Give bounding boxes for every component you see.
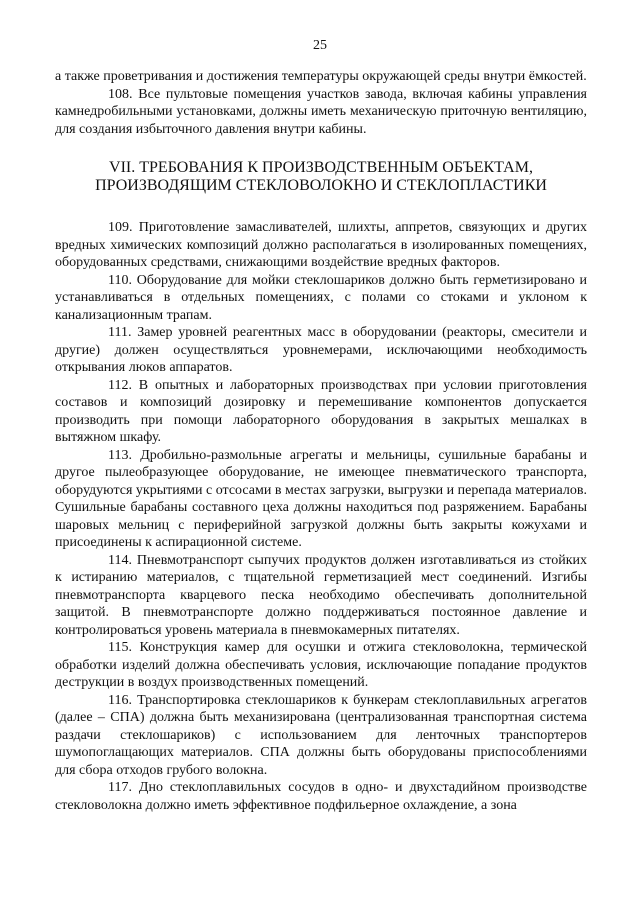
- paragraph-114: 114. Пневмотранспорт сыпучих продуктов должен изготавливаться из стойких к истиранию материалов, с тщательной герметизацией мест соединений. Изгибы пневмотранспорта кварцевого песка необходимо обеспечивать дополнительной защитой. В пневмотранспорте должно поддерживаться постоянное давление и контролироваться уровень материала в пневмокамерных питателях.: [55, 552, 587, 638]
- paragraph-110: 110. Оборудование для мойки стеклошариков должно быть герметизировано и устанавливаться в отдельных помещениях, с полами со стоками и уклоном к канализационным трапам.: [55, 272, 587, 323]
- section-heading-line-1: VII. ТРЕБОВАНИЯ К ПРОИЗВОДСТВЕННЫМ ОБЪЕКТАМ,: [109, 159, 533, 176]
- paragraph-115: 115. Конструкция камер для осушки и отжига стекловолокна, термической обработки изделий должна обеспечивать условия, исключающие попадание продуктов деструкции в воздух производственных помещений.: [55, 640, 587, 690]
- paragraph-111: 111. Замер уровней реагентных масс в оборудовании (реакторы, смесители и другие) должен осуществляться уровнемерами, исключающими необходимость открывания люков аппаратов.: [55, 325, 587, 375]
- page-number: 25: [313, 38, 327, 53]
- paragraph-116: 116. Транспортировка стеклошариков к бункерам стеклоплавильных агрегатов (далее – СПА) должна быть механизирована (централизованная транспортная система раздачи стеклошариков) с использованием для ленточных транспортеров шумопоглащающих материалов. СПА должны быть оборудованы приспособлениями для сбора отходов грубого волокна.: [55, 692, 587, 778]
- paragraph-117: 117. Дно стеклоплавильных сосудов в одно- и двухстадийном производстве стекловолокна должно иметь эффективное подфильерное охлаждение, а зона: [55, 780, 587, 813]
- section-heading-line-2: ПРОИЗВОДЯЩИМ СТЕКЛОВОЛОКНО И СТЕКЛОПЛАСТИКИ: [95, 177, 547, 194]
- paragraph-113: 113. Дробильно-размольные агрегаты и мельницы, сушильные барабаны и другое пылеобразующее оборудование, не имеющее пневматического транспорта, оборудуются укрытиями с отсосами в местах загрузки, выгрузки и перепада материалов. Сушильные барабаны составного цеха должны находиться под разряжением. Барабаны шаровых мельниц с периферийной загрузкой должны быть закрыты кожухами и присоединены к аспирационной системе.: [55, 447, 587, 550]
- paragraph-112: 112. В опытных и лабораторных производствах при условии приготовления составов и композиций дозировку и перемешивание компонентов допускается производить при помощи лабораторного оборудования в закрытых мешалках в вытяжном шкафу.: [55, 377, 587, 445]
- page-body: [55, 68, 587, 814]
- paragraph-109: 109. Приготовление замасливателей, шлихты, аппретов, связующих и других вредных химических композиций должно располагаться в изолированных помещениях, оборудованных средствами, снижающими воздействие вредных факторов.: [55, 220, 587, 270]
- paragraph-continuation: а также проветривания и достижения температуры окружающей среды внутри ёмкостей.: [55, 69, 587, 84]
- section-heading: [55, 159, 587, 195]
- paragraph-108: 108. Все пультовые помещения участков завода, включая кабины управления камнедробильными установками, должны иметь механическую приточную вентиляцию, для создания избыточного давления внутри кабины.: [55, 86, 587, 137]
